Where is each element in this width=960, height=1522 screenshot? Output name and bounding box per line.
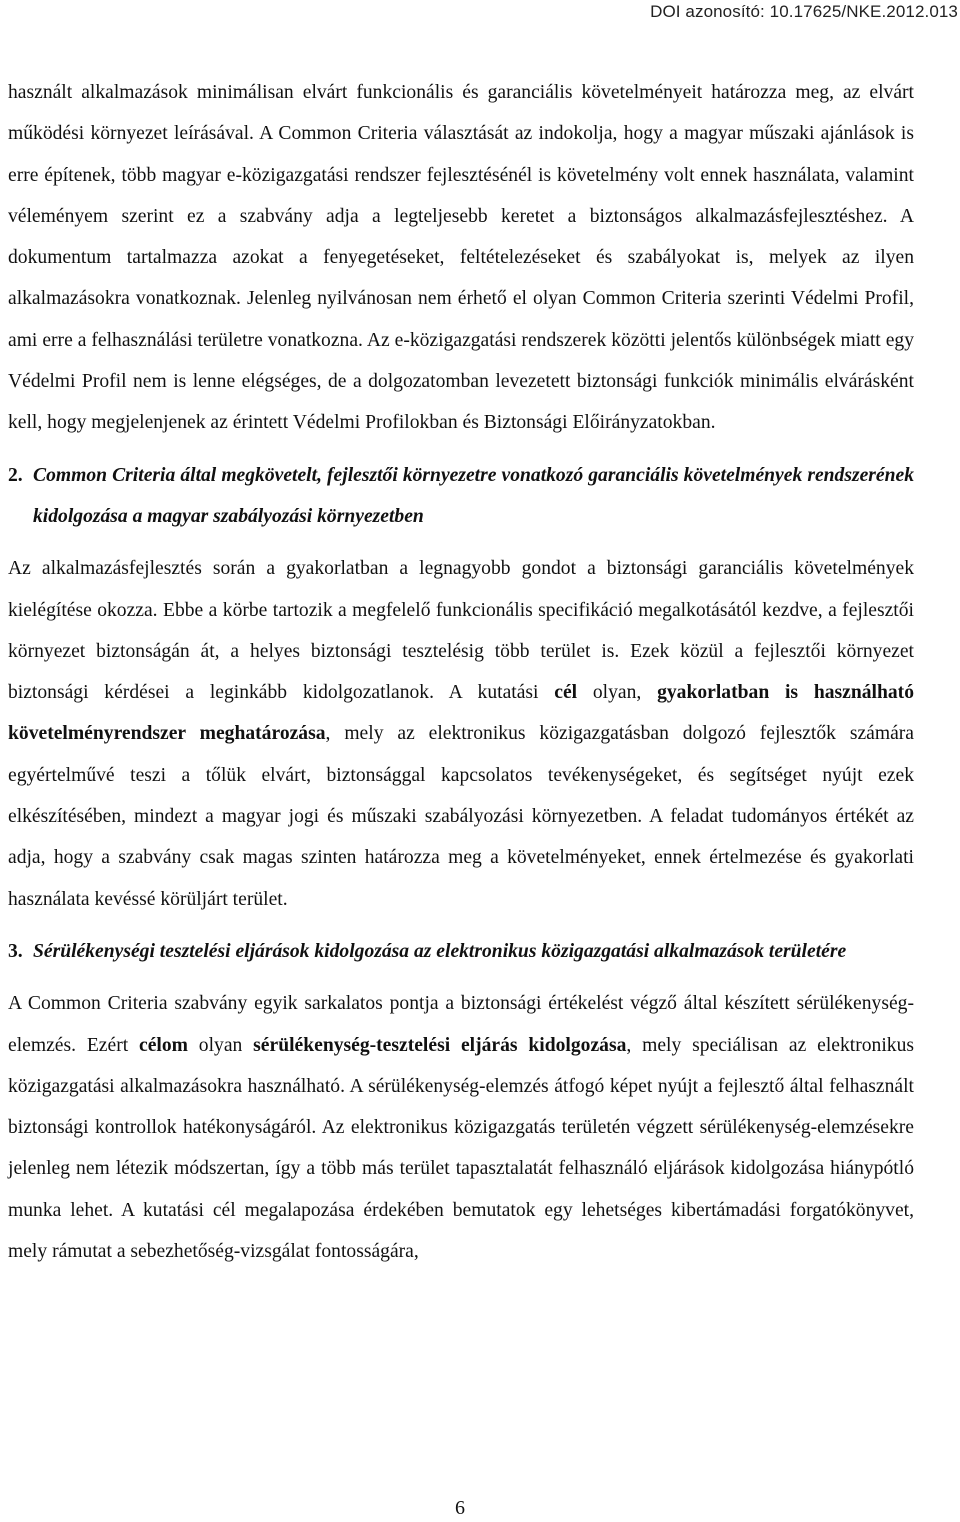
bold-text: sérülékenység-tesztelési eljárás kidolgozása — [253, 1034, 627, 1056]
paragraph-intro: használt alkalmazások minimálisan elvárt funkcionális és garanciális követelményeit határozza meg, az elvárt működési környezet leírásával. A Common Criteria választását az indokolja, hogy a magyar műszaki ajánlások is erre építenek, több magyar e-közigazgatási rendszer fejlesztésénél is követelmény volt ennek használata, valamint véleményem szerint ez a szabvány adja a legteljesebb keretet a biztonságos alkalmazásfejlesztéshez. A dokumentum tartalmazza azokat a fenyegetéseket, feltételezéseket és szabályokat is, melyek az ilyen alkalmazásokra vonatkoznak. Jelenleg nyilvánosan nem érhető el olyan Common Criteria szerinti Védelmi Profil, ami erre a felhasználási területre vonatkozna. Az e-közigazgatási rendszerek közötti jelentős különbségek miatt egy Védelmi Profil nem is lenne elégséges, de a dolgozatomban levezetett biztonsági funkciók minimális elvárásként kell, hogy megjelenjenek az érintett Védelmi Profilokban és Biztonsági Előirányzatokban. — [8, 82, 914, 434]
paragraph-section-2 — [8, 548, 914, 920]
section-heading-2 — [8, 455, 914, 538]
text-run: Az alkalmazásfejlesztés során a gyakorlatban a legnagyobb gondot a biztonsági garanciális követelmények kielégítése okozza. Ebbe a körbe tartozik a megfelelő funkcionális specifikáció megalkotásától kezdve, a fejlesztői környezet biztonságán át, a helyes biztonsági tesztelésig több terület is. Ezek közül a fejlesztői környezet biztonsági kérdései a leginkább kidolgozatlanok. A kutatási — [8, 558, 914, 704]
text-run: , mely speciálisan az elektronikus közigazgatási alkalmazásokra használható. A sérülékenység-elemzés átfogó képet nyújt a fejlesztő által felhasznált biztonsági kontrollok hatékonyságáról. Az elektronikus közigazgatás területén végzett sérülékenység-elemzésekre jelenleg nem létezik módszertan, így a több más terület tapasztalatát felhasználó eljárások kidolgozása hiánypótló munka lehet. A kutatási cél megalapozása érdekében bemutatok egy lehetséges kibertámadási forgatókönyvet, mely rámutat a sebezhetőség-vizsgálat fontosságára, — [8, 1034, 915, 1263]
text-run: olyan, — [577, 682, 658, 704]
paragraph-section-3 — [8, 983, 914, 1272]
section-title: Common Criteria által megkövetelt, fejlesztői környezetre vonatkozó garanciális követelmények rendszerének kidolgozása a magyar szabályozási környezetben — [33, 464, 914, 527]
text-run: olyan — [187, 1034, 254, 1056]
text-run: A Common Criteria szabvány egyik sarkalatos pontja a biztonsági értékelést végző által készített sérülékenység-elemzés. Ezért — [8, 993, 914, 1056]
text-run: , mely az elektronikus közigazgatásban dolgozó fejlesztők számára egyértelművé teszi a tőlük elvárt, biztonsággal kapcsolatos tevékenységeket, és segítséget nyújt ezek elkészítésében, mindezt a magyar jogi és műszaki szabályozási környezetben. A feladat tudományos értékét az adja, hogy a szabvány csak magas szinten határozza meg a követelményeket, ennek értelmezése és gyakorlati használata kevéssé körüljárt terület. — [8, 723, 914, 910]
document-body — [8, 72, 914, 1272]
section-number: 2. — [8, 464, 23, 486]
bold-text: cél — [554, 682, 578, 704]
section-title: Sérülékenységi tesztelési eljárások kidolgozása az elektronikus közigazgatási alkalmazások területére — [33, 940, 847, 962]
bold-text: gyakorlatban is használható követelményrendszer meghatározása — [8, 682, 914, 745]
section-number: 3. — [8, 940, 23, 962]
bold-text: célom — [139, 1034, 188, 1056]
page-number: 6 — [455, 1497, 465, 1519]
section-heading-3 — [8, 931, 914, 972]
doi-header: DOI azonosító: 10.17625/NKE.2012.013 — [650, 2, 958, 21]
